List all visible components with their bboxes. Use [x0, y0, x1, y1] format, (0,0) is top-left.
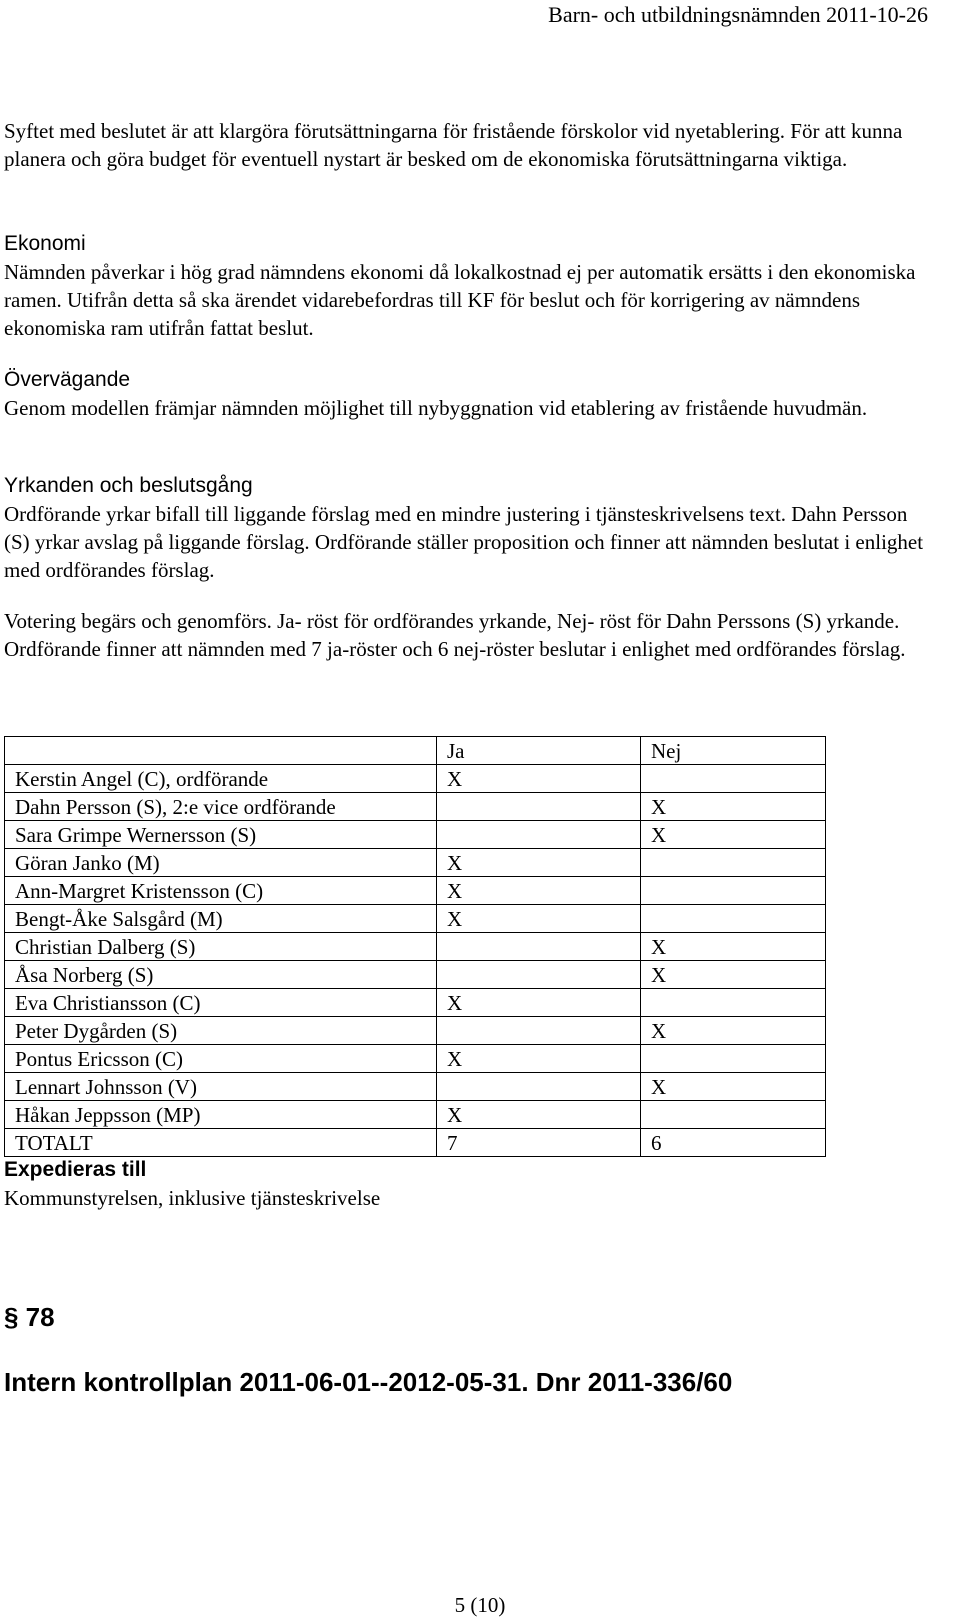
ja-cell [437, 1017, 641, 1045]
vote-table-row [5, 1073, 826, 1101]
ekonomi-heading: Ekonomi [4, 232, 86, 255]
ja-cell: X [437, 1101, 641, 1129]
ja-cell [437, 933, 641, 961]
vote-table [4, 736, 826, 1157]
nej-cell: X [641, 821, 826, 849]
name-cell: Håkan Jeppsson (MP) [5, 1101, 437, 1129]
ja-cell [437, 793, 641, 821]
nej-cell: 6 [641, 1129, 826, 1157]
nej-cell: X [641, 793, 826, 821]
ekonomi-section [4, 230, 934, 342]
name-cell: Peter Dygården (S) [5, 1017, 437, 1045]
name-cell: Åsa Norberg (S) [5, 961, 437, 989]
nej-cell [641, 765, 826, 793]
ja-cell [437, 821, 641, 849]
ja-cell: X [437, 905, 641, 933]
intro-text: Syftet med beslutet är att klargöra förutsättningarna för fristående förskolor vid nyetablering. För att kunna planera och göra budget för eventuell nystart är besked om de ekonomiska förutsättningarna viktiga. [4, 119, 903, 171]
nej-cell [641, 1045, 826, 1073]
vote-table-row [5, 1045, 826, 1073]
name-cell: Sara Grimpe Wernersson (S) [5, 821, 437, 849]
ja-cell: X [437, 849, 641, 877]
vote-table-row [5, 849, 826, 877]
vote-table-row [5, 765, 826, 793]
name-cell: TOTALT [5, 1129, 437, 1157]
intro-section [4, 117, 934, 173]
ja-cell: X [437, 877, 641, 905]
vote-table-row [5, 1017, 826, 1045]
yrkanden-heading: Yrkanden och beslutsgång [4, 474, 253, 497]
ja-cell [437, 1073, 641, 1101]
vote-table-row [5, 821, 826, 849]
yrkanden-text: Ordförande yrkar bifall till liggande förslag med en mindre justering i tjänsteskrivelsens text. Dahn Persson (S) yrkar avslag på liggande förslag. Ordförande ställer proposition och finner att nämnden beslutat i enlighet med ordförandes förslag. [4, 502, 924, 582]
name-cell: Christian Dalberg (S) [5, 933, 437, 961]
vote-table-row [5, 877, 826, 905]
name-cell: Göran Janko (M) [5, 849, 437, 877]
vote-table-total-row [5, 1129, 826, 1157]
votering-text: Votering begärs och genomförs. Ja- röst för ordförandes yrkande, Nej- röst för Dahn Perssons (S) yrkande. Ordförande finner att nämnden med 7 ja-röster och 6 nej-röster beslutar i enlighet med ordförandes förslag. [4, 609, 906, 661]
expedieras-heading: Expedieras till [4, 1158, 147, 1181]
paragraph-number: § 78 [4, 1302, 55, 1332]
nej-cell: X [641, 961, 826, 989]
nej-cell: X [641, 1017, 826, 1045]
vote-table-row [5, 793, 826, 821]
name-cell: Eva Christiansson (C) [5, 989, 437, 1017]
yrkanden-section [4, 472, 934, 663]
name-cell: Pontus Ericsson (C) [5, 1045, 437, 1073]
nej-cell [641, 877, 826, 905]
vote-table-row [5, 989, 826, 1017]
nej-cell [641, 989, 826, 1017]
nej-cell: X [641, 1073, 826, 1101]
header-ja-cell: Ja [437, 737, 641, 765]
nej-cell [641, 849, 826, 877]
name-cell: Lennart Johnsson (V) [5, 1073, 437, 1101]
ja-cell: 7 [437, 1129, 641, 1157]
vote-table-row [5, 905, 826, 933]
ja-cell [437, 961, 641, 989]
header-name-cell [5, 737, 437, 765]
vote-table-row [5, 1101, 826, 1129]
nej-cell: X [641, 933, 826, 961]
expedieras-text: Kommunstyrelsen, inklusive tjänsteskrivelse [4, 1186, 381, 1210]
document-header: Barn- och utbildningsnämnden 2011-10-26 [548, 2, 928, 27]
ja-cell: X [437, 989, 641, 1017]
name-cell: Kerstin Angel (C), ordförande [5, 765, 437, 793]
nej-cell [641, 1101, 826, 1129]
expedieras-section [4, 1156, 934, 1212]
ekonomi-text: Nämnden påverkar i hög grad nämndens ekonomi då lokalkostnad ej per automatik ersätts i den ekonomiska ramen. Utifrån detta så ska ärendet vidarebefordras till KF för beslut och för korrigering av nämndens ekonomiska ram utifrån fattat beslut. [4, 260, 916, 340]
overvagande-text: Genom modellen främjar nämnden möjlighet till nybyggnation vid etablering av fristående huvudmän. [4, 396, 868, 420]
overvagande-heading: Övervägande [4, 368, 131, 391]
header-nej-cell: Nej [641, 737, 826, 765]
page-number: 5 (10) [454, 1593, 506, 1617]
name-cell: Bengt-Åke Salsgård (M) [5, 905, 437, 933]
next-item-title: Intern kontrollplan 2011-06-01--2012-05-31. Dnr 2011-336/60 [4, 1367, 733, 1397]
ja-cell: X [437, 765, 641, 793]
overvagande-section [4, 366, 934, 422]
ja-cell: X [437, 1045, 641, 1073]
vote-table-header [5, 737, 826, 765]
vote-table-row [5, 933, 826, 961]
nej-cell [641, 905, 826, 933]
vote-table-row [5, 961, 826, 989]
name-cell: Ann-Margret Kristensson (C) [5, 877, 437, 905]
name-cell: Dahn Persson (S), 2:e vice ordförande [5, 793, 437, 821]
